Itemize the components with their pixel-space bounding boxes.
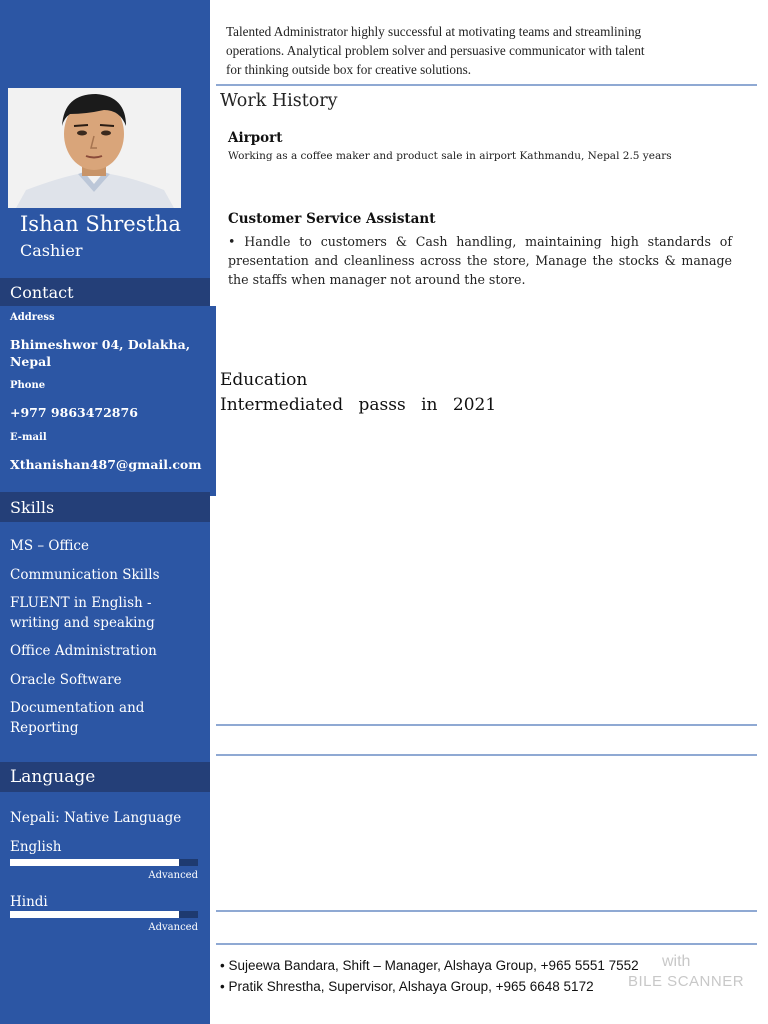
references-list: [220, 955, 639, 997]
address-line-1: Bhimeshwor 04, Dolakha,: [10, 337, 191, 352]
skills-heading: Skills: [0, 492, 210, 522]
profile-photo: [8, 88, 181, 208]
scanner-watermark: BILE SCANNER: [628, 973, 745, 990]
language-level-english: Advanced: [148, 870, 198, 881]
language-bar-fill: [10, 859, 179, 866]
contact-heading: Contact: [0, 278, 210, 306]
person-photo-icon: [8, 88, 181, 208]
divider: [216, 724, 757, 726]
phone-value: +977 9863472876: [10, 405, 138, 420]
skill-item: MS – Office: [10, 538, 89, 554]
job-title: Customer Service Assistant: [228, 211, 436, 227]
professional-summary: [226, 22, 758, 79]
language-bar-english: [10, 859, 198, 866]
job-description: • Handle to customers & Cash handling, maintaining high standards of presentation and cleanliness across the store, Manage the stocks & manage the staffs when manager not around the store.: [228, 234, 732, 287]
native-language: Nepali: Native Language: [10, 810, 182, 826]
divider: [216, 910, 757, 912]
contact-section: [0, 306, 216, 496]
email-value[interactable]: Xthanishan487@gmail.com: [10, 457, 202, 472]
email-label: E-mail: [10, 432, 47, 443]
language-bar-fill: [10, 911, 179, 918]
profile-role: Cashier: [20, 241, 83, 260]
skill-item: Documentation and: [10, 700, 145, 716]
language-level-hindi: Advanced: [148, 922, 198, 933]
divider: [216, 84, 757, 86]
address-line-2: Nepal: [10, 354, 51, 369]
divider: [216, 943, 757, 945]
reference-item: • Sujeewa Bandara, Shift – Manager, Alshaya Group, +965 5551 7552: [220, 958, 639, 973]
language-name-english: English: [10, 839, 62, 855]
skill-item: Office Administration: [10, 643, 157, 659]
education-entry: Intermediated passs in 2021: [220, 395, 497, 415]
language-heading: Language: [0, 762, 210, 792]
language-bar-hindi: [10, 911, 198, 918]
education-heading: Education: [220, 370, 308, 390]
skill-item: writing and speaking: [10, 615, 155, 631]
summary-line: for thinking outside box for creative solutions.: [226, 62, 472, 77]
reference-item: • Pratik Shrestha, Supervisor, Alshaya Group, +965 6648 5172: [220, 979, 594, 994]
phone-label: Phone: [10, 380, 46, 391]
address-label: Address: [10, 312, 55, 323]
skill-item: FLUENT in English -: [10, 595, 152, 611]
skill-item: Reporting: [10, 720, 79, 736]
summary-line: operations. Analytical problem solver and persuasive communicator with talent: [226, 43, 645, 58]
job-description: Working as a coffee maker and product sale in airport Kathmandu, Nepal 2.5 years: [228, 150, 672, 162]
divider: [216, 754, 757, 756]
profile-name: Ishan Shrestha: [20, 212, 181, 236]
summary-line: Talented Administrator highly successful at motivating teams and streamlining: [226, 24, 642, 39]
sidebar: [0, 0, 210, 1024]
job-title: Airport: [228, 130, 283, 146]
language-name-hindi: Hindi: [10, 894, 48, 910]
scanner-watermark: with: [662, 953, 691, 970]
skill-item: Communication Skills: [10, 567, 160, 583]
skill-item: Oracle Software: [10, 672, 122, 688]
work-history-heading: Work History: [220, 91, 338, 111]
